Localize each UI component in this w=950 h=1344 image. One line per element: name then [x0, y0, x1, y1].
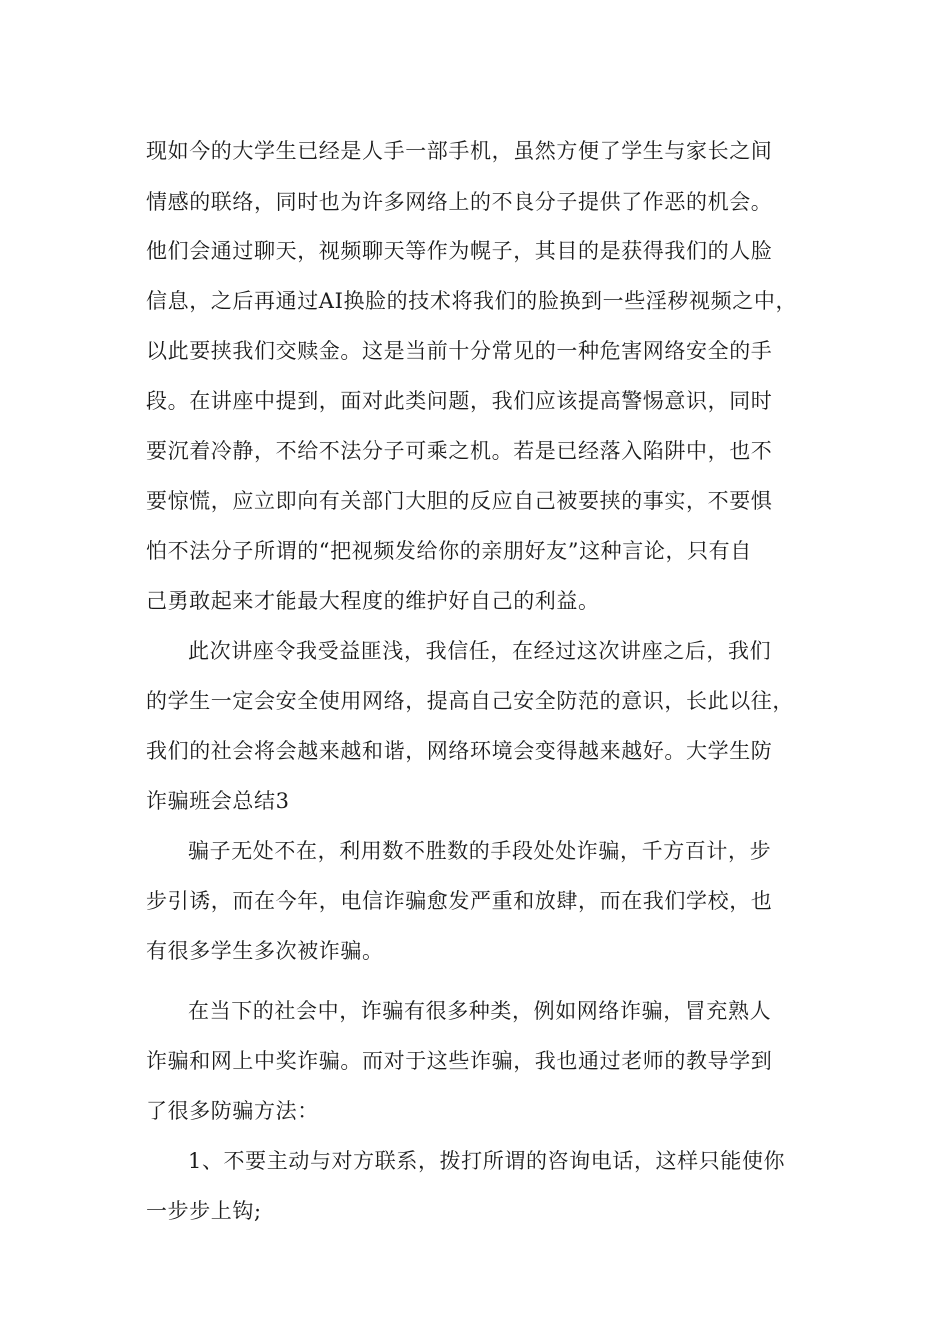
text-line: 步引诱，而在今年，电信诈骗愈发严重和放肆，而在我们学校，也 — [146, 889, 773, 913]
paragraph-first-line: 此次讲座令我受益匪浅，我信任，在经过这次讲座之后，我们 — [188, 639, 772, 663]
text-line: 要沉着冷静，不给不法分子可乘之机。若是已经落入陷阱中，也不 — [146, 439, 773, 463]
paragraph-first-line: 在当下的社会中，诈骗有很多种类，例如网络诈骗，冒充熟人 — [188, 999, 772, 1023]
text-line: 信息，之后再通过AI换脸的技术将我们的脸换到一些淫秽视频之中， — [146, 289, 798, 313]
list-item-first-line: 1、不要主动与对方联系，拨打所谓的咨询电话，这样只能使你 — [188, 1149, 786, 1173]
text-line: 诈骗和网上中奖诈骗。而对于这些诈骗，我也通过老师的教导学到 — [146, 1049, 773, 1073]
text-line: 段。在讲座中提到，面对此类问题，我们应该提高警惕意识，同时 — [146, 389, 773, 413]
text-line: 的学生一定会安全使用网络，提高自己安全防范的意识，长此以往， — [146, 689, 794, 713]
text-line: 现如今的大学生已经是人手一部手机，虽然方便了学生与家长之间 — [146, 139, 773, 163]
text-line: 己勇敢起来才能最大程度的维护好自己的利益。 — [146, 589, 600, 613]
text-line: 他们会通过聊天，视频聊天等作为幌子，其目的是获得我们的人脸 — [146, 239, 773, 263]
text-line: 要惊慌，应立即向有关部门大胆的反应自己被要挟的事实，不要惧 — [146, 489, 773, 513]
section-heading: 诈骗班会总结3 — [146, 789, 290, 813]
text-line: 一步步上钩; — [146, 1199, 262, 1223]
paragraph-first-line: 骗子无处不在，利用数不胜数的手段处处诈骗，千方百计，步 — [188, 839, 772, 863]
text-line: 怕不法分子所谓的“把视频发给你的亲朋好友”这种言论，只有自 — [146, 539, 752, 563]
text-line: 了很多防骗方法： — [146, 1099, 319, 1123]
text-line: 以此要挟我们交赎金。这是当前十分常见的一种危害网络安全的手 — [146, 339, 773, 363]
text-line: 我们的社会将会越来越和谐，网络环境会变得越来越好。大学生防 — [146, 739, 773, 763]
text-line: 有很多学生多次被诈骗。 — [146, 939, 384, 963]
text-line: 情感的联络，同时也为许多网络上的不良分子提供了作恶的机会。 — [146, 190, 773, 214]
